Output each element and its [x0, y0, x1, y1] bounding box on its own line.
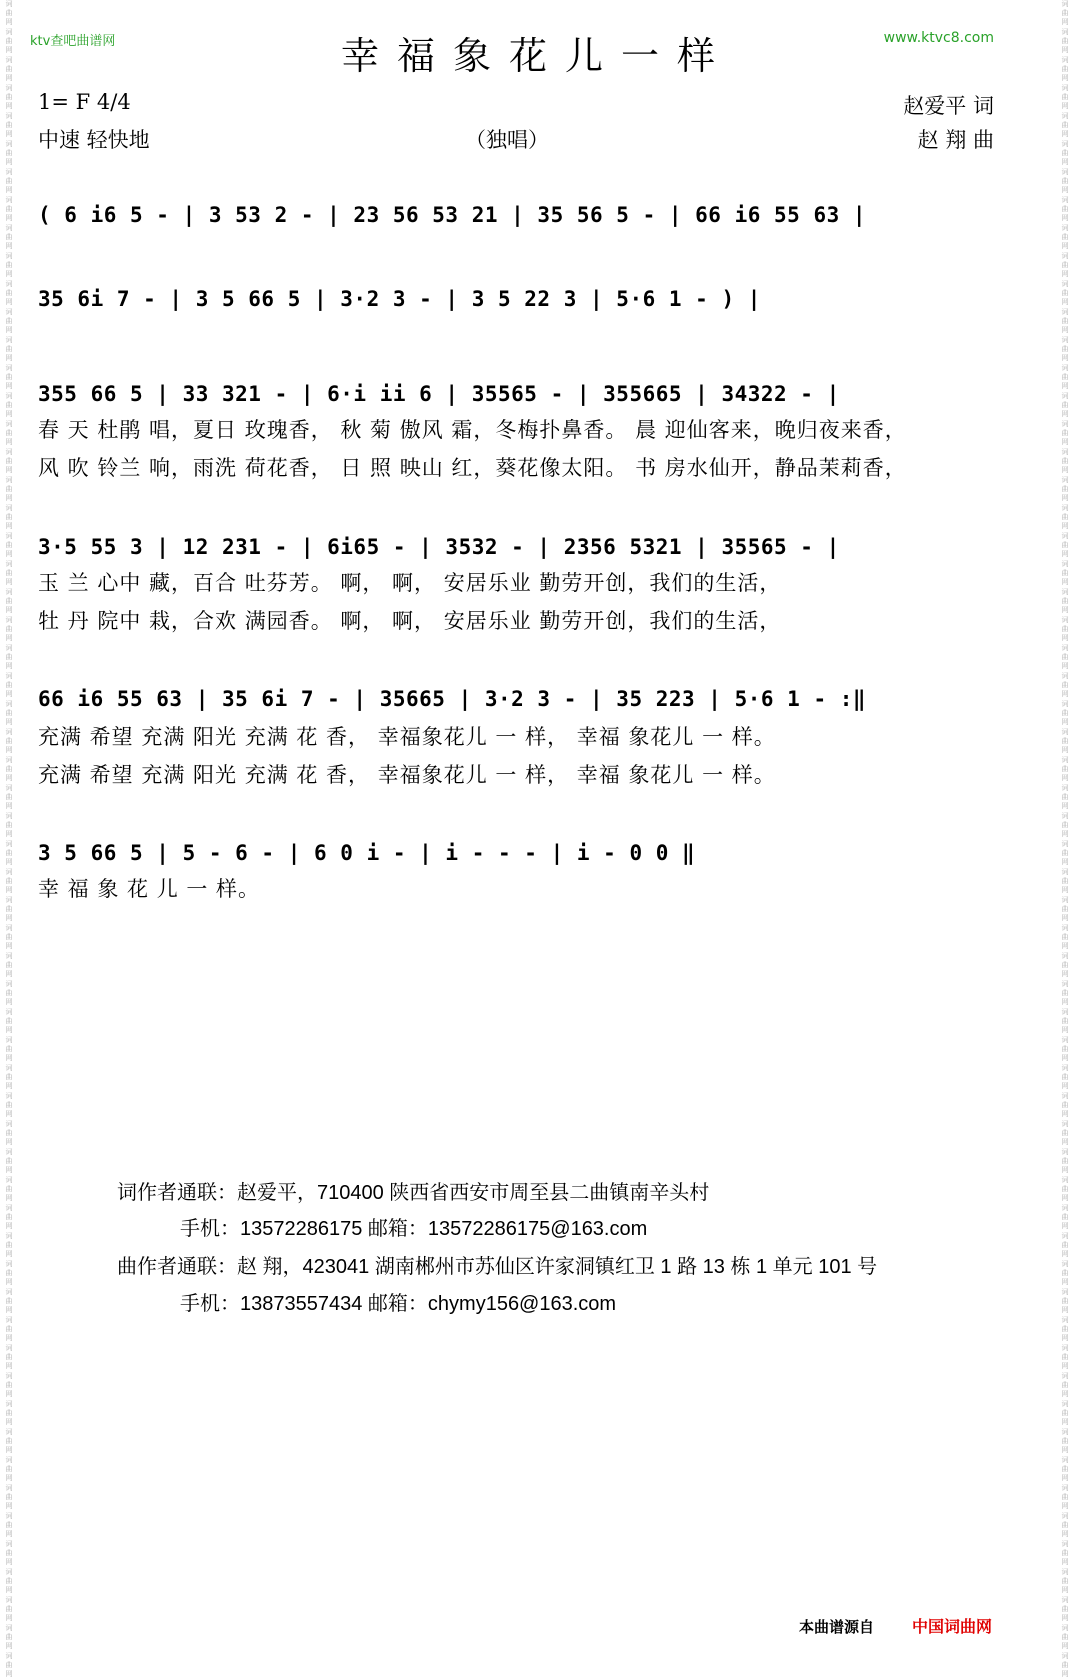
- watermark-side-glyph: 词 曲 网: [5, 1036, 13, 1062]
- composer-credit: 赵 翔 曲: [917, 128, 994, 152]
- watermark-side-glyph: 词 曲 网: [1061, 392, 1069, 418]
- watermark-side-glyph: 词 曲 网: [5, 1204, 13, 1230]
- lyricist-contact: 词作者通联：赵爱平，710400 陕西省西安市周至县二曲镇南辛头村: [117, 1182, 710, 1204]
- watermark-side-glyph: 词 曲 网: [5, 728, 13, 754]
- watermark-side-glyph: 词 曲 网: [1061, 700, 1069, 726]
- score-line-6-notes: 3 5 66 5 | 5 - 6 - | 6 0 i - | i - - - | i - 0 0 ‖: [38, 841, 696, 865]
- watermark-side-glyph: 词 曲 网: [1061, 1204, 1069, 1230]
- watermark-side-glyph: 词 曲 网: [1061, 1092, 1069, 1118]
- watermark-side-glyph: 词 曲 网: [5, 1400, 13, 1426]
- watermark-side-glyph: 词 曲 网: [5, 1596, 13, 1622]
- watermark-side-glyph: 词 曲 网: [1061, 868, 1069, 894]
- watermark-side-glyph: 词 曲 网: [1061, 840, 1069, 866]
- watermark-side-glyph: 词 曲 网: [5, 140, 13, 166]
- watermark-side-glyph: 词 曲 网: [1061, 812, 1069, 838]
- watermark-side-glyph: 词 曲 网: [1061, 224, 1069, 250]
- watermark-side-glyph: 词 曲 网: [5, 364, 13, 390]
- watermark-side-glyph: 词 曲 网: [1061, 1036, 1069, 1062]
- score-line-6-lyric-1: 幸 福 象 花 儿 一 样。: [38, 877, 261, 901]
- watermark-side-glyph: 词 曲 网: [5, 1316, 13, 1342]
- watermark-side-glyph: 词 曲 网: [5, 1568, 13, 1594]
- watermark-side-glyph: 词 曲 网: [1061, 1428, 1069, 1454]
- watermark-side-glyph: 词 曲 网: [5, 1456, 13, 1482]
- watermark-side-glyph: 词 曲 网: [5, 812, 13, 838]
- watermark-side-glyph: 词 曲 网: [5, 392, 13, 418]
- watermark-side-glyph: 词 曲 网: [1061, 308, 1069, 334]
- watermark-side-glyph: 词 曲 网: [5, 56, 13, 82]
- watermark-side-glyph: 词 曲 网: [5, 28, 13, 54]
- score-line-5-lyric-2: 充满 希望 充满 阳光 充满 花 香， 幸福象花儿 一 样， 幸福 象花儿 一 样。: [38, 763, 776, 787]
- watermark-side-glyph: 词 曲 网: [1061, 476, 1069, 502]
- watermark-side-glyph: 词 曲 网: [1061, 1372, 1069, 1398]
- watermark-side-glyph: 词 曲 网: [5, 1288, 13, 1314]
- watermark-side-glyph: 词 曲 网: [1061, 616, 1069, 642]
- watermark-side-glyph: 词 曲 网: [5, 756, 13, 782]
- watermark-side-glyph: 词 曲 网: [1061, 532, 1069, 558]
- watermark-side-glyph: 词 曲 网: [5, 672, 13, 698]
- watermark-side-glyph: 词 曲 网: [1061, 196, 1069, 222]
- watermark-side-glyph: 词 曲 网: [5, 448, 13, 474]
- watermark-side-glyph: 词 曲 网: [1061, 588, 1069, 614]
- watermark-side-glyph: 词 曲 网: [1061, 924, 1069, 950]
- watermark-side-glyph: 词 曲 网: [5, 168, 13, 194]
- watermark-side-glyph: 词 曲 网: [1061, 252, 1069, 278]
- watermark-side-glyph: 词 曲 网: [5, 252, 13, 278]
- watermark-side-glyph: 词 曲 网: [5, 560, 13, 586]
- watermark-side-glyph: 词 曲 网: [5, 532, 13, 558]
- watermark-side-glyph: 词 曲 网: [1061, 1148, 1069, 1174]
- watermark-side-glyph: 词 曲 网: [5, 1008, 13, 1034]
- watermark-side-glyph: 词 曲 网: [1061, 84, 1069, 110]
- source-label: 本曲谱源自: [798, 1618, 874, 1636]
- watermark-side-right: [1056, 0, 1074, 1678]
- watermark-side-glyph: 词 曲 网: [1061, 952, 1069, 978]
- watermark-side-glyph: 词 曲 网: [5, 980, 13, 1006]
- watermark-side-glyph: 词 曲 网: [5, 644, 13, 670]
- watermark-side-glyph: 词 曲 网: [5, 924, 13, 950]
- watermark-side-glyph: 词 曲 网: [5, 588, 13, 614]
- score-line-4-lyric-2: 牡 丹 院中 栽，合欢 满园香。 啊， 啊， 安居乐业 勤劳开创，我们的生活，: [38, 609, 782, 633]
- key-signature: 1= F 4/4: [38, 90, 131, 114]
- watermark-side-glyph: 词 曲 网: [1061, 1596, 1069, 1622]
- watermark-side-glyph: 词 曲 网: [5, 308, 13, 334]
- watermark-side-glyph: 词 曲 网: [5, 420, 13, 446]
- watermark-side-glyph: 词 曲 网: [1061, 1288, 1069, 1314]
- watermark-side-glyph: 词 曲 网: [1061, 644, 1069, 670]
- watermark-side-glyph: 词 曲 网: [1061, 448, 1069, 474]
- watermark-side-glyph: 词 曲 网: [5, 1064, 13, 1090]
- watermark-side-glyph: 词 曲 网: [1061, 504, 1069, 530]
- score-line-3-lyric-1: 春 天 杜鹃 唱，夏日 玫瑰香， 秋 菊 傲风 霜，冬梅扑鼻香。 晨 迎仙客来，晚归夜来香，: [38, 418, 907, 442]
- watermark-side-glyph: 词 曲 网: [5, 1652, 13, 1678]
- song-title: 幸福象花儿一样: [340, 34, 733, 78]
- watermark-side-glyph: 词 曲 网: [1061, 1456, 1069, 1482]
- watermark-side-glyph: 词 曲 网: [1061, 336, 1069, 362]
- watermark-side-glyph: 词 曲 网: [1061, 28, 1069, 54]
- watermark-side-glyph: 词 曲 网: [5, 1372, 13, 1398]
- score-line-3-notes: 355 66 5 | 33 321 - | 6·i ii 6 | 35565 - | 355665 | 34322 - |: [38, 382, 840, 406]
- watermark-side-glyph: 词 曲 网: [1061, 560, 1069, 586]
- watermark-side-glyph: 词 曲 网: [1061, 112, 1069, 138]
- watermark-side-glyph: 词 曲 网: [1061, 1064, 1069, 1090]
- watermark-side-glyph: 词 曲 网: [5, 0, 13, 26]
- score-line-2-notes: 35 6i 7 - | 3 5 66 5 | 3·2 3 - | 3 5 22 3 | 5·6 1 - ) |: [38, 287, 761, 311]
- score-line-4-lyric-1: 玉 兰 心中 藏，百合 吐芬芳。 啊， 啊， 安居乐业 勤劳开创，我们的生活，: [38, 571, 782, 595]
- watermark-side-glyph: 词 曲 网: [5, 616, 13, 642]
- watermark-side-glyph: 词 曲 网: [1061, 672, 1069, 698]
- lyricist-credit: 赵爱平 词: [903, 94, 994, 118]
- watermark-side-glyph: 词 曲 网: [1061, 1260, 1069, 1286]
- watermark-side-glyph: 词 曲 网: [5, 112, 13, 138]
- watermark-side-glyph: 词 曲 网: [1061, 1568, 1069, 1594]
- composer-phone-email: 手机：13873557434 邮箱：chymy156@163.com: [180, 1293, 617, 1315]
- watermark-side-glyph: 词 曲 网: [1061, 728, 1069, 754]
- watermark-side-glyph: 词 曲 网: [1061, 980, 1069, 1006]
- composer-contact: 曲作者通联：赵 翔，423041 湖南郴州市苏仙区许家洞镇红卫 1 路 13 栋 1 单元 101 号: [117, 1256, 878, 1278]
- watermark-side-glyph: 词 曲 网: [1061, 168, 1069, 194]
- watermark-side-glyph: 词 曲 网: [5, 1484, 13, 1510]
- lyricist-phone-email: 手机：13572286175 邮箱：13572286175@163.com: [180, 1218, 648, 1240]
- watermark-side-left: [0, 0, 18, 1678]
- watermark-side-glyph: 词 曲 网: [5, 840, 13, 866]
- watermark-side-glyph: 词 曲 网: [5, 952, 13, 978]
- watermark-side-glyph: 词 曲 网: [1061, 140, 1069, 166]
- watermark-side-glyph: 词 曲 网: [1061, 1120, 1069, 1146]
- watermark-side-glyph: 词 曲 网: [5, 336, 13, 362]
- watermark-side-glyph: 词 曲 网: [1061, 1344, 1069, 1370]
- watermark-side-glyph: 词 曲 网: [1061, 1400, 1069, 1426]
- tempo-marking: 中速 轻快地: [38, 128, 150, 152]
- watermark-side-glyph: 词 曲 网: [1061, 1540, 1069, 1566]
- watermark-side-glyph: 词 曲 网: [1061, 420, 1069, 446]
- watermark-side-glyph: 词 曲 网: [5, 280, 13, 306]
- watermark-side-glyph: 词 曲 网: [5, 1540, 13, 1566]
- watermark-side-glyph: 词 曲 网: [5, 504, 13, 530]
- watermark-side-glyph: 词 曲 网: [5, 1512, 13, 1538]
- watermark-side-glyph: 词 曲 网: [1061, 1484, 1069, 1510]
- watermark-side-glyph: 词 曲 网: [1061, 364, 1069, 390]
- watermark-side-glyph: 词 曲 网: [5, 1428, 13, 1454]
- watermark-side-glyph: 词 曲 网: [5, 700, 13, 726]
- score-line-5-lyric-1: 充满 希望 充满 阳光 充满 花 香， 幸福象花儿 一 样， 幸福 象花儿 一 样。: [38, 725, 776, 749]
- watermark-side-glyph: 词 曲 网: [5, 1232, 13, 1258]
- watermark-side-glyph: 词 曲 网: [1061, 1652, 1069, 1678]
- watermark-side-glyph: 词 曲 网: [5, 868, 13, 894]
- watermark-side-glyph: 词 曲 网: [1061, 1624, 1069, 1650]
- watermark-side-glyph: 词 曲 网: [1061, 1232, 1069, 1258]
- watermark-side-glyph: 词 曲 网: [1061, 1176, 1069, 1202]
- watermark-side-glyph: 词 曲 网: [5, 476, 13, 502]
- watermark-side-glyph: 词 曲 网: [1061, 0, 1069, 26]
- watermark-side-glyph: 词 曲 网: [1061, 1512, 1069, 1538]
- watermark-side-glyph: 词 曲 网: [5, 1260, 13, 1286]
- watermark-side-glyph: 词 曲 网: [1061, 756, 1069, 782]
- watermark-side-glyph: 词 曲 网: [5, 224, 13, 250]
- watermark-side-glyph: 词 曲 网: [5, 1176, 13, 1202]
- watermark-side-glyph: 词 曲 网: [1061, 1008, 1069, 1034]
- watermark-side-glyph: 词 曲 网: [5, 1092, 13, 1118]
- score-line-1-notes: ( 6 i6 5 - | 3 53 2 - | 23 56 53 21 | 35 56 5 - | 66 i6 55 63 |: [38, 203, 867, 227]
- watermark-side-glyph: 词 曲 网: [1061, 1316, 1069, 1342]
- watermark-side-glyph: 词 曲 网: [5, 1624, 13, 1650]
- score-line-4-notes: 3·5 55 3 | 12 231 - | 6i65 - | 3532 - | 2356 5321 | 35565 - |: [38, 535, 840, 559]
- watermark-side-glyph: 词 曲 网: [5, 196, 13, 222]
- form-marking: （独唱）: [465, 128, 549, 152]
- source-site-link[interactable]: 中国词曲网: [911, 1617, 992, 1636]
- watermark-side-glyph: 词 曲 网: [5, 896, 13, 922]
- watermark-side-glyph: 词 曲 网: [5, 784, 13, 810]
- watermark-site-left: ktv查吧曲谱网: [30, 34, 116, 49]
- watermark-side-glyph: 词 曲 网: [1061, 56, 1069, 82]
- watermark-side-glyph: 词 曲 网: [5, 84, 13, 110]
- watermark-side-glyph: 词 曲 网: [5, 1344, 13, 1370]
- watermark-side-glyph: 词 曲 网: [5, 1148, 13, 1174]
- watermark-site-right: www.ktvc8.com: [883, 30, 994, 46]
- watermark-side-glyph: 词 曲 网: [1061, 784, 1069, 810]
- watermark-side-glyph: 词 曲 网: [5, 1120, 13, 1146]
- watermark-side-glyph: 词 曲 网: [1061, 896, 1069, 922]
- score-line-5-notes: 66 i6 55 63 | 35 6i 7 - | 35665 | 3·2 3 - | 35 223 | 5·6 1 - :‖: [38, 687, 867, 711]
- score-line-3-lyric-2: 风 吹 铃兰 响，雨洗 荷花香， 日 照 映山 红，葵花像太阳。 书 房水仙开，静品茉莉香，: [38, 456, 907, 480]
- watermark-side-glyph: 词 曲 网: [1061, 280, 1069, 306]
